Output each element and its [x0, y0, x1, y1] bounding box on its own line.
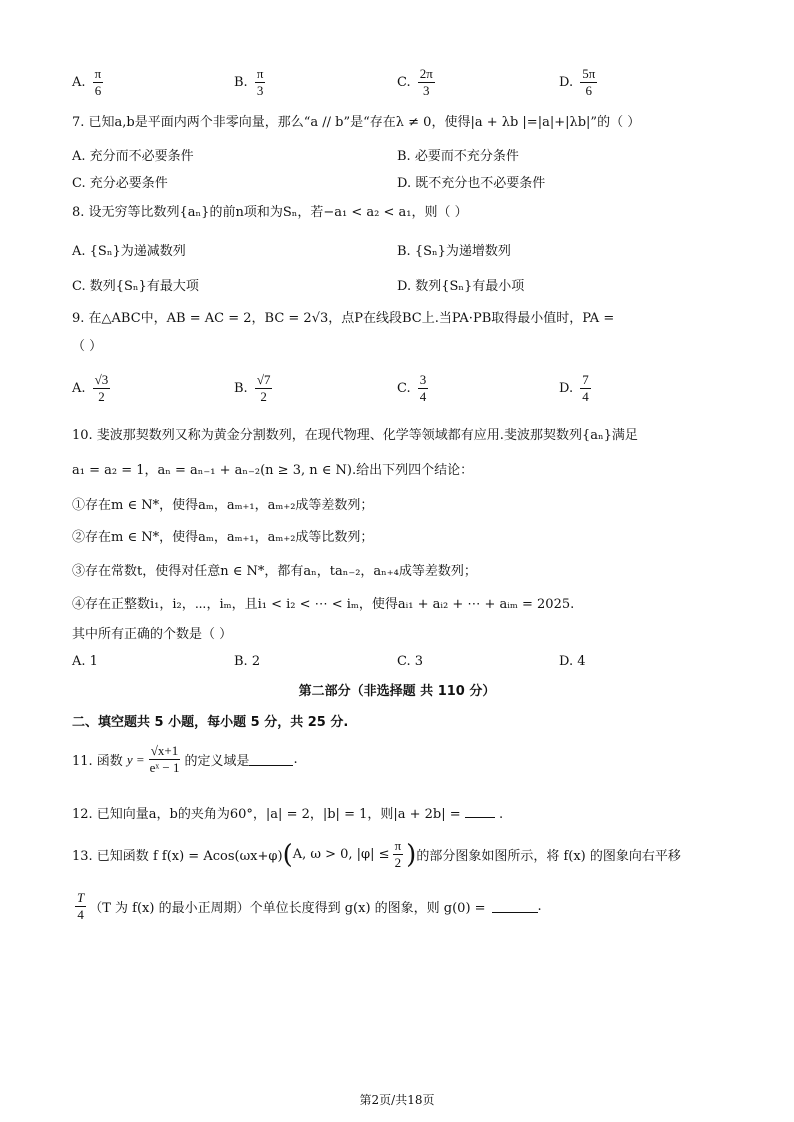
section2-heading: 二、填空题共 5 小题，每小题 5 分，共 25 分. — [72, 715, 349, 730]
q10-line1: 10. 斐波那契数列又称为黄金分割数列，在现代物理、化学等领域都有应用.斐波那契数列{aₙ}满足 — [72, 428, 638, 443]
part2-title: 第二部分（非选择题 共 110 分） — [298, 684, 496, 699]
q10-option-d: D. 4 — [559, 654, 586, 669]
q12: 12. 已知向量a，b的夹角为60°，|a| = 2，|b| = 1，则|a + 2b| = . — [72, 807, 504, 822]
q7-option-c: C. 充分必要条件 — [72, 176, 168, 191]
q9-paren: （ ） — [72, 339, 103, 354]
q10-option-c: C. 3 — [397, 654, 424, 669]
q13-line1: 13. 已知函数 f f(x) = Acos(ωx+φ) ( A, ω > 0, |φ| ≤ $\frac{\pi}{2}$ ) 的部分图象如图所示，将 f(x) 的图象向右平移 — [72, 838, 681, 870]
q8-stem: 8. 设无穷等比数列{aₙ}的前n项和为Sₙ，若−a₁ < a₂ < a₁，则（ ） — [72, 205, 468, 220]
q7-stem: 7. 已知a,b是平面内两个非零向量，那么“a // b”是“存在λ ≠ 0，使得|a + λb |=|a|+|λb|”的（ ） — [72, 115, 641, 130]
q6-option-b: B. $\frac{\pi}{3}$ — [234, 66, 264, 98]
q8-option-c: C. 数列{Sₙ}有最大项 — [72, 279, 199, 294]
q7-option-a: A. 充分而不必要条件 — [72, 149, 194, 164]
q8-option-d: D. 数列{Sₙ}有最小项 — [397, 279, 525, 294]
q9-option-c: C. $\frac{3}{4}$ — [397, 372, 427, 404]
q6-option-a: A. $\frac{\pi}{6}$ — [72, 66, 102, 98]
q9-option-d: D. $\frac{7}{4}$ — [559, 372, 589, 404]
q7-option-d: D. 既不充分也不必要条件 — [397, 176, 546, 191]
q11: 11. 函数 y = $\frac{√x+1}{\text{eˣ − 1}}$ 的定义域是 . — [72, 743, 298, 775]
q10-statement-3: ③存在常数t，使得对任意n ∈ N*，都有aₙ，taₙ₋₂，aₙ₊₄成等差数列； — [72, 564, 477, 579]
q10-option-b: B. 2 — [234, 654, 261, 669]
q8-option-b: B. {Sₙ}为递增数列 — [397, 244, 511, 259]
q6-option-d: D. $\frac{5\pi}{6}$ — [559, 66, 596, 98]
q10-statement-1: ①存在m ∈ N*，使得aₘ，aₘ₊₁，aₘ₊₂成等差数列； — [72, 498, 374, 513]
q10-option-a: A. 1 — [72, 654, 98, 669]
q13-answer-blank[interactable] — [492, 900, 538, 913]
q6-option-c: C. $\frac{2\pi}{3}$ — [397, 66, 433, 98]
q11-answer-blank[interactable] — [249, 753, 293, 766]
q10-line2: a₁ = a₂ = 1，aₙ = aₙ₋₁ + aₙ₋₂(n ≥ 3, n ∈ N).给出下列四个结论： — [72, 463, 474, 478]
q10-question: 其中所有正确的个数是（ ） — [72, 627, 233, 642]
q10-statement-2: ②存在m ∈ N*，使得aₘ，aₘ₊₁，aₘ₊₂成等比数列； — [72, 530, 374, 545]
right-paren-icon: ) — [406, 839, 417, 870]
q10-statement-4: ④存在正整数i₁，i₂，⋯，iₘ，且i₁ < i₂ < ⋯ < iₘ，使得aᵢ₁ + aᵢ₂ + ⋯ + aᵢₘ = 2025. — [72, 597, 575, 612]
page-number: 第2页/共18页 — [359, 1093, 435, 1107]
q12-answer-blank[interactable] — [465, 805, 495, 818]
q8-option-a: A. {Sₙ}为递减数列 — [72, 244, 186, 259]
q7-option-b: B. 必要而不充分条件 — [397, 149, 519, 164]
q9-option-b: B. $\frac{√7}{2}$ — [234, 372, 271, 404]
q13-line2: $\frac{T}{4}$ （T 为 f(x) 的最小正周期）个单位长度得到 g(x) 的图象，则 g(0) = . — [77, 890, 542, 922]
q9-stem: 9. 在△ABC中，AB = AC = 2，BC = 2√3，点P在线段BC上.当PA·PB取得最小值时，PA = — [72, 311, 615, 326]
q9-option-a: A. $\frac{√3}{2}$ — [72, 372, 109, 404]
left-paren-icon: ( — [282, 839, 293, 870]
